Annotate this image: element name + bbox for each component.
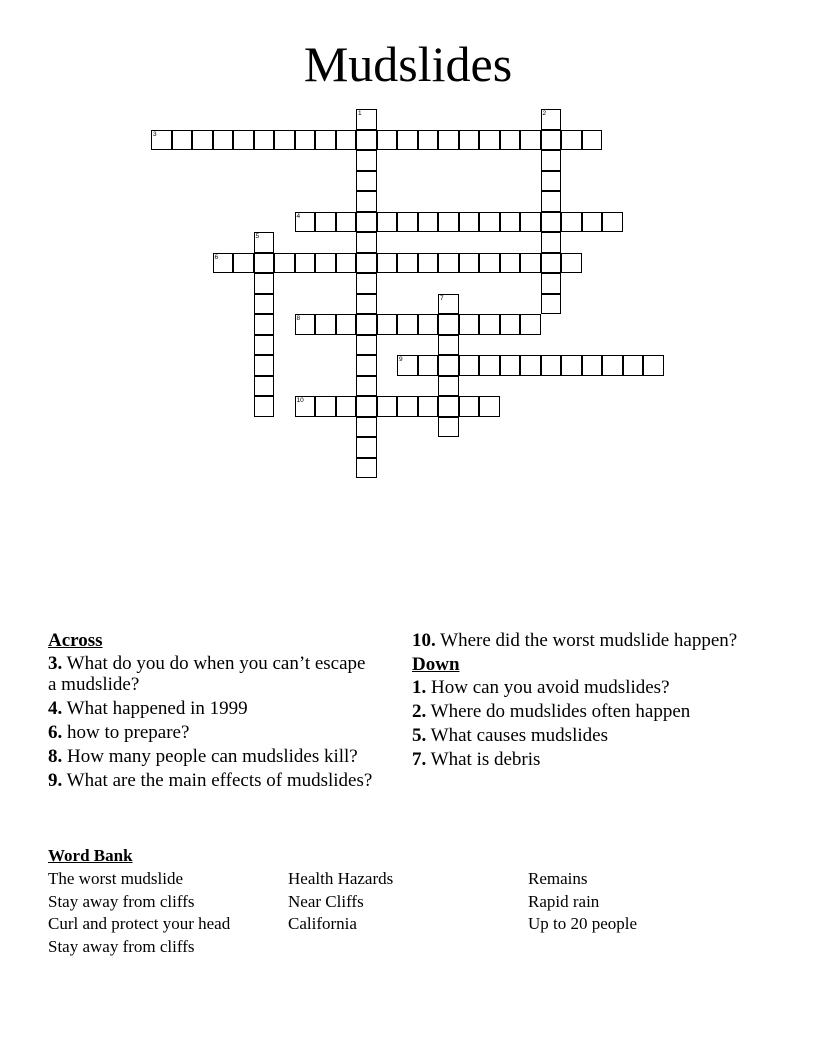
clues-left-column <box>48 630 378 794</box>
crossword-cell[interactable] <box>520 253 541 274</box>
crossword-cell[interactable] <box>233 130 254 151</box>
crossword-cell[interactable] <box>459 355 480 376</box>
crossword-cell[interactable] <box>254 273 275 294</box>
across-clue: 9. What are the main effects of mudslides? <box>48 770 373 791</box>
crossword-cell[interactable] <box>315 314 336 335</box>
crossword-cell[interactable] <box>500 355 521 376</box>
crossword-cell[interactable] <box>254 253 275 274</box>
crossword-cell[interactable] <box>397 212 418 233</box>
crossword-cell[interactable] <box>172 130 193 151</box>
crossword-cell[interactable] <box>377 253 398 274</box>
crossword-cell[interactable] <box>356 253 377 274</box>
crossword-cell[interactable] <box>541 109 562 130</box>
crossword-cell[interactable] <box>418 130 439 151</box>
crossword-cell[interactable] <box>356 109 377 130</box>
crossword-cell[interactable] <box>479 314 500 335</box>
word-bank-item: Stay away from cliffs <box>48 891 195 911</box>
crossword-cell[interactable] <box>356 417 377 438</box>
crossword-cell[interactable] <box>336 253 357 274</box>
crossword-cell[interactable] <box>623 355 644 376</box>
crossword-cell[interactable] <box>315 130 336 151</box>
crossword-cell[interactable] <box>438 212 459 233</box>
crossword-cell[interactable] <box>541 212 562 233</box>
crossword-cell[interactable] <box>254 376 275 397</box>
page-title: Mudslides <box>303 36 513 92</box>
word-bank-column <box>288 868 393 936</box>
crossword-cell[interactable] <box>274 253 295 274</box>
crossword-cell[interactable] <box>500 212 521 233</box>
crossword-cell[interactable] <box>561 253 582 274</box>
crossword-cell[interactable] <box>397 355 418 376</box>
crossword-cell[interactable] <box>377 130 398 151</box>
crossword-cell[interactable] <box>336 130 357 151</box>
crossword-cell[interactable] <box>541 150 562 171</box>
crossword-cell[interactable] <box>500 314 521 335</box>
crossword-cell[interactable] <box>438 417 459 438</box>
crossword-cell[interactable] <box>602 355 623 376</box>
word-bank-item: Remains <box>528 869 588 888</box>
crossword-cell[interactable] <box>295 253 316 274</box>
crossword-cell[interactable] <box>356 396 377 417</box>
word-bank-item: Near Cliffs <box>288 891 364 911</box>
crossword-cell[interactable] <box>356 355 377 376</box>
crossword-cell[interactable] <box>295 396 316 417</box>
crossword-cell[interactable] <box>602 212 623 233</box>
down-clue: 7. What is debris <box>412 749 541 770</box>
crossword-cell[interactable] <box>254 396 275 417</box>
crossword-cell[interactable] <box>438 335 459 356</box>
crossword-cell[interactable] <box>459 314 480 335</box>
crossword-cell[interactable] <box>336 396 357 417</box>
crossword-cell[interactable] <box>295 212 316 233</box>
crossword-cell[interactable] <box>582 355 603 376</box>
crossword-cell[interactable] <box>459 396 480 417</box>
crossword-cell[interactable] <box>356 314 377 335</box>
crossword-cell[interactable] <box>541 253 562 274</box>
across-heading: Across <box>48 630 103 651</box>
clue-number: 4 <box>296 212 301 220</box>
down-clue: 2. Where do mudslides often happen <box>412 701 691 722</box>
word-bank-item: Stay away from cliffs <box>48 936 195 956</box>
crossword-cell[interactable] <box>295 314 316 335</box>
across-clue: 8. How many people can mudslides kill? <box>48 746 358 767</box>
crossword-cell[interactable] <box>418 396 439 417</box>
crossword-cell[interactable] <box>541 191 562 212</box>
crossword-cell[interactable] <box>356 191 377 212</box>
crossword-cell[interactable] <box>377 396 398 417</box>
crossword-cell[interactable] <box>295 130 316 151</box>
crossword-cell[interactable] <box>479 212 500 233</box>
crossword-cell[interactable] <box>336 212 357 233</box>
crossword-cell[interactable] <box>233 253 254 274</box>
crossword-cell[interactable] <box>377 212 398 233</box>
crossword-cell[interactable] <box>479 355 500 376</box>
crossword-cell[interactable] <box>561 212 582 233</box>
crossword-cell[interactable] <box>254 232 275 253</box>
word-bank-column <box>48 868 230 958</box>
crossword-cell[interactable] <box>541 130 562 151</box>
crossword-cell[interactable] <box>397 253 418 274</box>
crossword-cell[interactable] <box>438 253 459 274</box>
crossword-cell[interactable] <box>336 314 357 335</box>
crossword-cell[interactable] <box>356 232 377 253</box>
crossword-cell[interactable] <box>397 314 418 335</box>
crossword-cell[interactable] <box>541 171 562 192</box>
crossword-cell[interactable] <box>541 355 562 376</box>
crossword-cell[interactable] <box>582 130 603 151</box>
crossword-cell[interactable] <box>418 314 439 335</box>
crossword-cell[interactable] <box>356 376 377 397</box>
crossword-cell[interactable] <box>459 253 480 274</box>
crossword-cell[interactable] <box>356 294 377 315</box>
across-clue: 4. What happened in 1999 <box>48 698 248 719</box>
crossword-cell[interactable] <box>377 314 398 335</box>
crossword-cell[interactable] <box>356 212 377 233</box>
clue-number: 5 <box>255 233 260 240</box>
clue-number: 9 <box>399 356 403 363</box>
clue-number: 3 <box>153 130 157 138</box>
crossword-cell[interactable] <box>500 130 521 151</box>
crossword-cell[interactable] <box>397 130 418 151</box>
crossword-cell[interactable] <box>356 437 377 458</box>
crossword-cell[interactable] <box>582 212 603 233</box>
crossword-grid <box>0 0 816 500</box>
crossword-cell[interactable] <box>438 314 459 335</box>
clue-number: 1 <box>358 110 362 117</box>
down-heading: Down <box>412 654 460 675</box>
across-clue: 3. What do you do when you can’t escape a mudslide? <box>48 653 366 695</box>
crossword-cell[interactable] <box>520 314 541 335</box>
crossword-cell[interactable] <box>438 294 459 315</box>
crossword-cell[interactable] <box>520 355 541 376</box>
crossword-cell[interactable] <box>418 253 439 274</box>
crossword-cell[interactable] <box>459 130 480 151</box>
crossword-cell[interactable] <box>254 130 275 151</box>
down-clue: 1. How can you avoid mudslides? <box>412 677 670 698</box>
crossword-cell[interactable] <box>479 396 500 417</box>
word-bank-item: Up to 20 people <box>528 914 638 933</box>
crossword-cell[interactable] <box>541 232 562 253</box>
clue-number: 7 <box>440 294 444 302</box>
word-bank-item: The worst mudslide <box>48 869 184 888</box>
crossword-cell[interactable] <box>356 171 377 192</box>
crossword-cell[interactable] <box>274 130 295 151</box>
crossword-cell[interactable] <box>541 294 562 315</box>
crossword-cell[interactable] <box>500 253 521 274</box>
down-clue: 5. What causes mudslides <box>412 725 608 746</box>
crossword-cell[interactable] <box>254 335 275 356</box>
crossword-cell[interactable] <box>438 396 459 417</box>
word-bank-title: Word Bank <box>48 846 133 865</box>
crossword-cell[interactable] <box>356 335 377 356</box>
clues-right-column <box>412 630 772 773</box>
crossword-cell[interactable] <box>254 355 275 376</box>
crossword-cell[interactable] <box>356 458 377 479</box>
crossword-cell[interactable] <box>315 253 336 274</box>
across-clue: 10. Where did the worst mudslide happen? <box>412 630 738 651</box>
clue-number: 2 <box>542 110 547 117</box>
crossword-cell[interactable] <box>643 355 664 376</box>
crossword-cell[interactable] <box>561 355 582 376</box>
word-bank-item: California <box>288 914 357 933</box>
crossword-cell[interactable] <box>192 130 213 151</box>
crossword-cell[interactable] <box>151 130 172 151</box>
crossword-cell[interactable] <box>315 396 336 417</box>
crossword-cell[interactable] <box>397 396 418 417</box>
crossword-cell[interactable] <box>459 212 480 233</box>
word-bank-item: Health Hazards <box>288 869 394 888</box>
crossword-cell[interactable] <box>213 130 234 151</box>
crossword-cell[interactable] <box>438 376 459 397</box>
across-clue: 6. how to prepare? <box>48 722 190 743</box>
crossword-cell[interactable] <box>418 355 439 376</box>
crossword-cell[interactable] <box>520 130 541 151</box>
crossword-cell[interactable] <box>479 130 500 151</box>
word-bank-column <box>528 868 637 936</box>
clue-number: 8 <box>296 315 301 322</box>
crossword-cell[interactable] <box>479 253 500 274</box>
crossword-cell[interactable] <box>356 150 377 171</box>
crossword-cell[interactable] <box>541 273 562 294</box>
word-bank-item: Rapid rain <box>528 891 600 911</box>
crossword-cell[interactable] <box>438 355 459 376</box>
crossword-cell[interactable] <box>315 212 336 233</box>
crossword-cell[interactable] <box>356 273 377 294</box>
crossword-cell[interactable] <box>356 130 377 151</box>
crossword-cell[interactable] <box>254 314 275 335</box>
crossword-cell[interactable] <box>418 212 439 233</box>
crossword-cell[interactable] <box>213 253 234 274</box>
crossword-cell[interactable] <box>438 130 459 151</box>
crossword-cell[interactable] <box>520 212 541 233</box>
clue-number: 10 <box>296 397 304 404</box>
crossword-cell[interactable] <box>561 130 582 151</box>
word-bank-item: Curl and protect your head <box>48 914 231 933</box>
crossword-cell[interactable] <box>254 294 275 315</box>
clue-number: 6 <box>214 253 219 261</box>
